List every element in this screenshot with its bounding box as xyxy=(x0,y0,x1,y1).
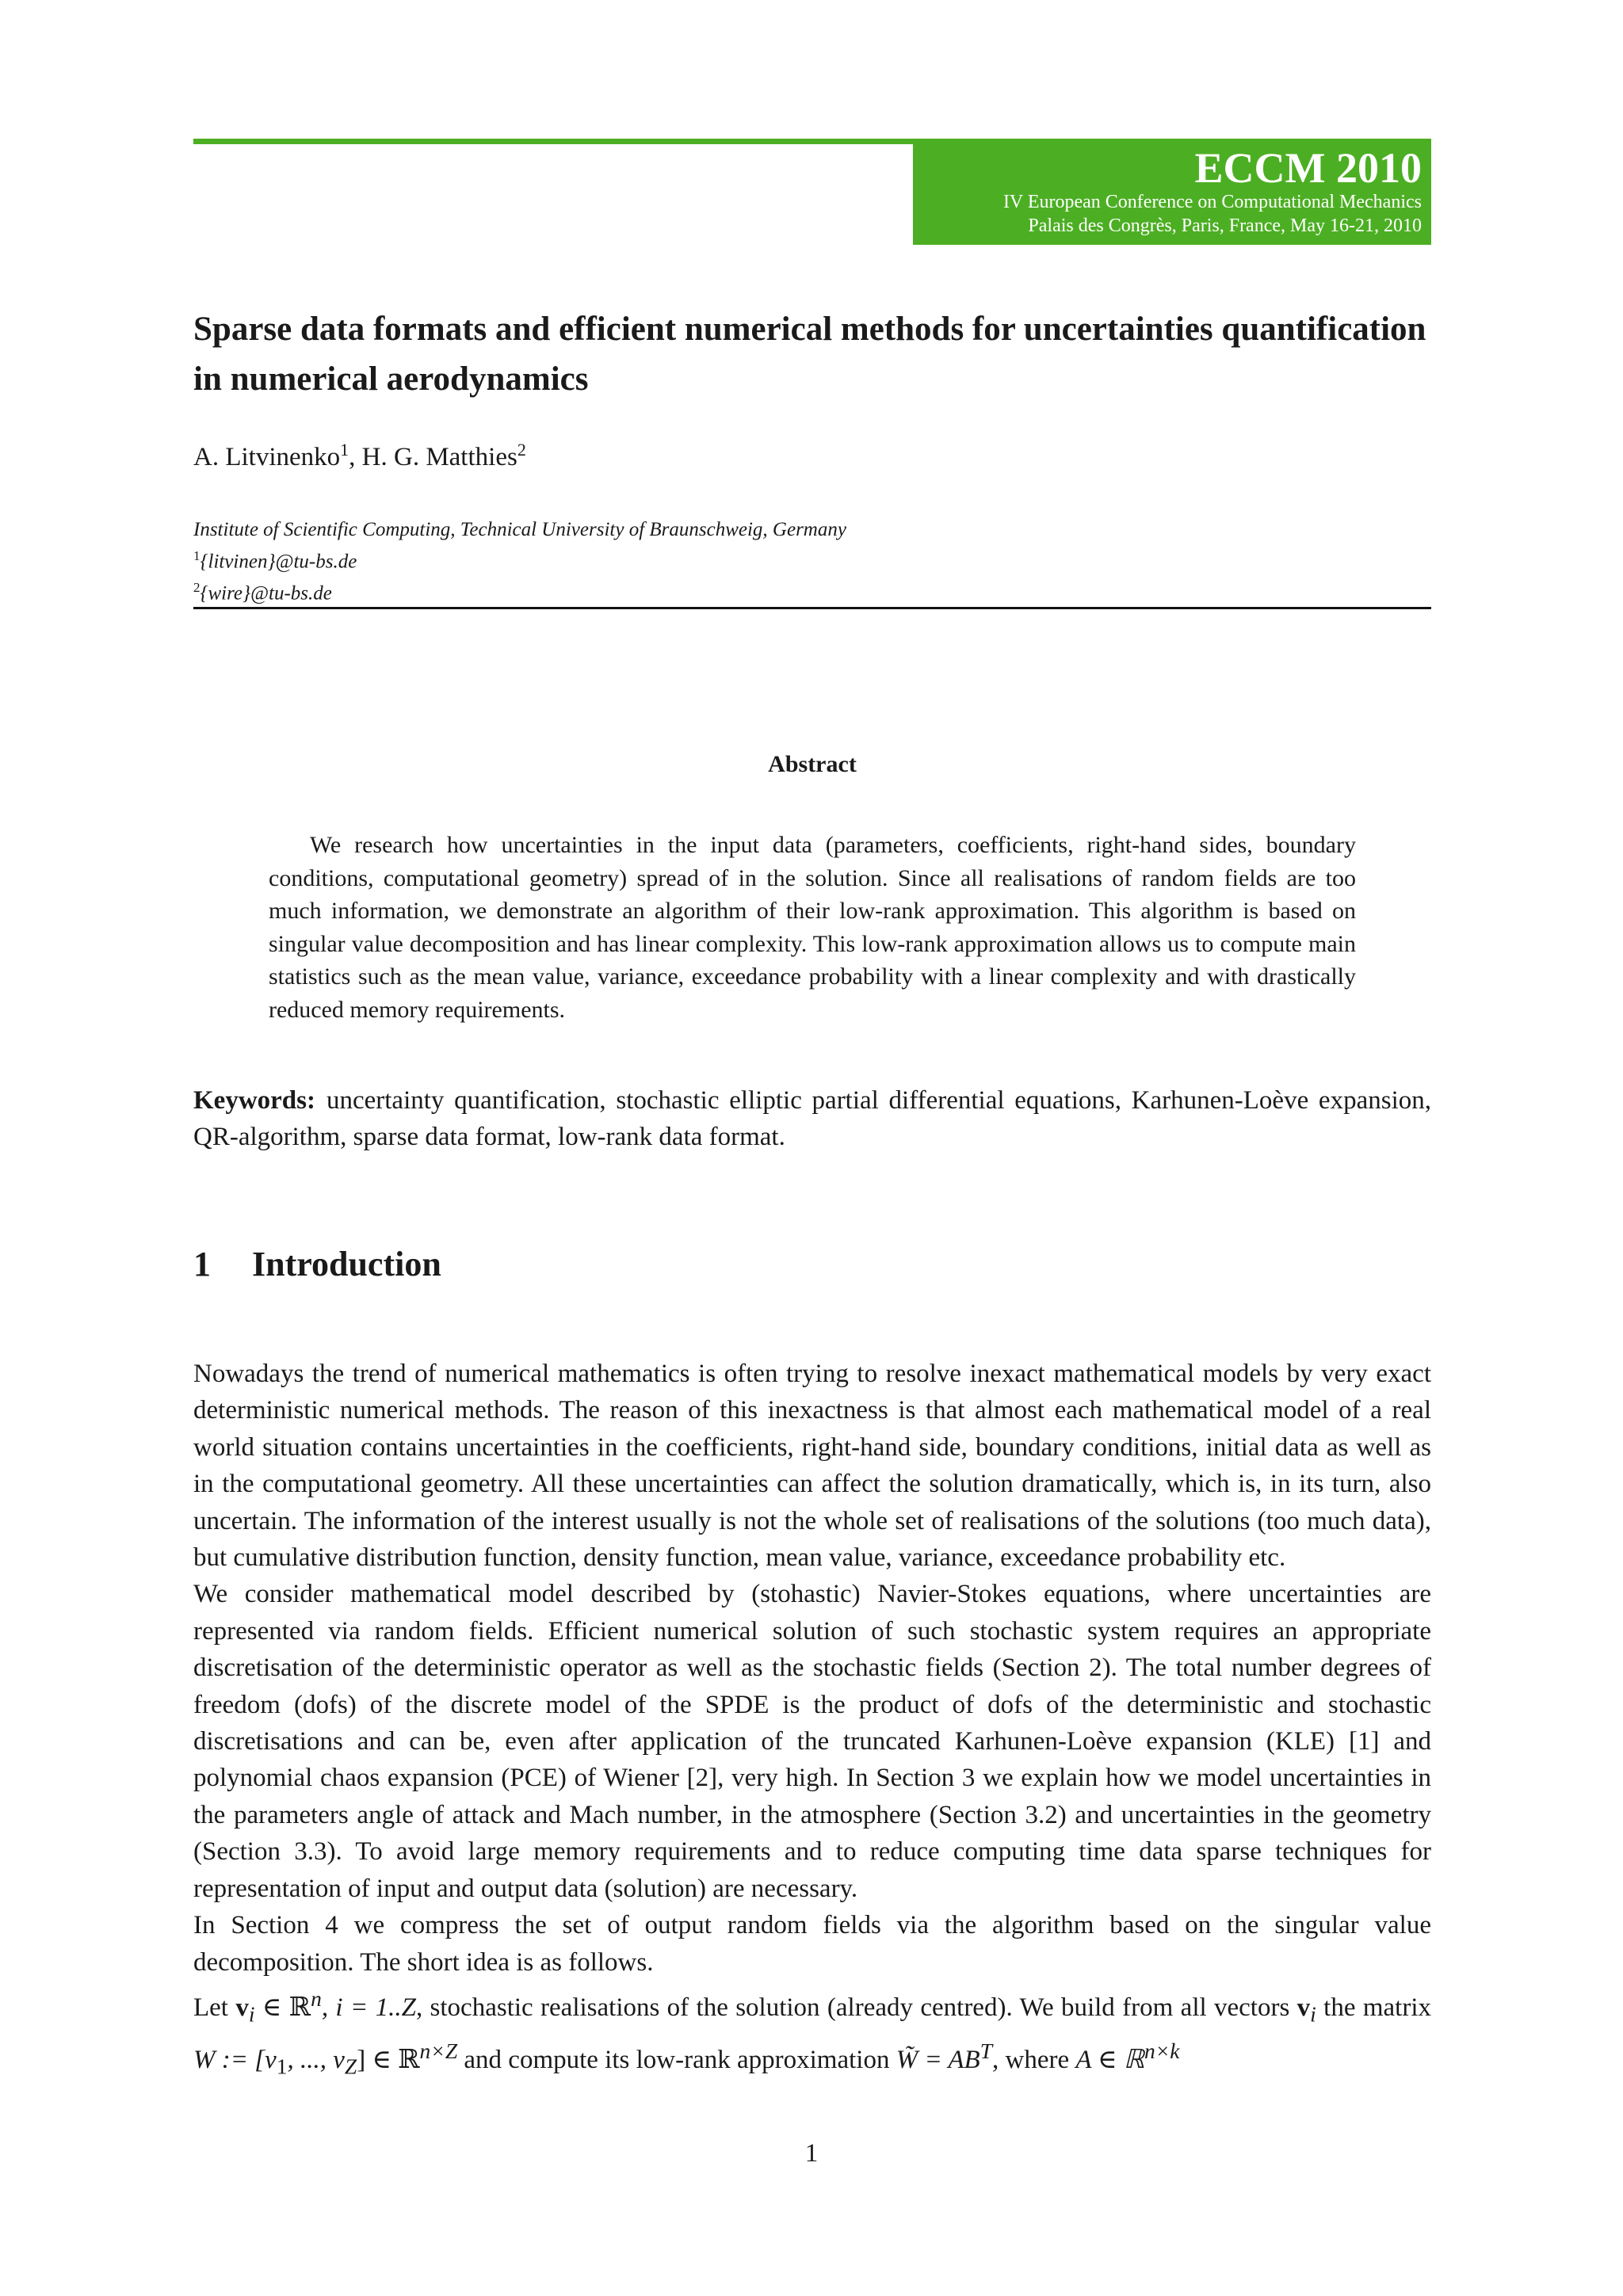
math-subscript: i xyxy=(248,2001,255,2027)
math-matrix: , ..., v xyxy=(287,2045,345,2074)
conference-banner xyxy=(913,144,1431,245)
email-1-mark: 1 xyxy=(193,548,200,563)
affiliation-block xyxy=(193,517,846,607)
keywords xyxy=(193,1082,1431,1155)
math-range: , i = 1..Z xyxy=(321,1993,416,2022)
author-1-mark: 1 xyxy=(340,440,349,460)
text-run: , where xyxy=(991,2045,1076,2074)
math-subscript: Z xyxy=(344,2054,357,2079)
math-set: A ∈ ℝ xyxy=(1075,2045,1144,2074)
math-superscript: T xyxy=(980,2038,992,2063)
paragraph-with-math xyxy=(193,1981,1431,2085)
math-approximation: W̃ = AB xyxy=(896,2045,980,2074)
abstract-text: We research how uncertainties in the input data (parameters, coefficients, right-hand sides, boundary conditions, computational geometry) spread of in the solution. Since all realisations of random fields are too much information, we demonstrate an algorithm of their low-rank approximation. This algorithm is based on singular value decomposition and has linear complexity. This low-rank approximation allows us to compute main statistics such as the mean value, variance, exceedance probability with a linear complexity and with drastically reduced memory requirements. xyxy=(269,832,1356,1023)
author-2: H. G. Matthies xyxy=(361,443,517,471)
paragraph: We consider mathematical model described by (stohastic) Navier-Stokes equations, where uncertainties are represented via random fields. Efficient numerical solution of such stochastic system requires an appropriate discretisation of the deterministic operator as well as the stochastic fields (Section 2). The total number degrees of freedom (dofs) of the discrete model of the SPDE is the product of dofs of the deterministic and stochastic discretisations and can be, even after application of the truncated Karhunen-Loève expansion (KLE) [1] and polynomial chaos expansion (PCE) of Wiener [2], very high. In Section 3 we explain how we model uncertainties in the parameters angle of attack and Mach number, in the atmosphere (Section 3.2) and uncertainties in the geometry (Section 3.3). To avoid large memory requirements and to reduce computing time data sparse techniques for representation of input and output data (solution) are necessary. xyxy=(193,1580,1431,1903)
email-1: {litvinen}@tu-bs.de xyxy=(200,551,357,573)
section-heading xyxy=(193,1244,441,1284)
keywords-label: Keywords: xyxy=(193,1086,315,1115)
institute: Institute of Scientific Computing, Technical University of Braunschweig, Germany xyxy=(193,519,846,540)
keywords-text: uncertainty quantification, stochastic elliptic partial differential equations, Karhunen-Loève expansion, QR-algorithm, sparse data format, low-rank data format. xyxy=(193,1086,1431,1151)
math-superscript: n×Z xyxy=(419,2038,458,2063)
conference-title: ECCM 2010 xyxy=(1194,144,1422,192)
introduction-body xyxy=(193,1356,1431,2085)
email-line-2 xyxy=(193,574,846,606)
math-set: ] ∈ ℝ xyxy=(357,2045,420,2074)
math-vector: v xyxy=(1296,1993,1311,2022)
math-subscript: i xyxy=(1310,2001,1316,2027)
title-divider xyxy=(193,607,1431,609)
math-superscript: n×k xyxy=(1144,2038,1180,2063)
math-vector: v xyxy=(235,1993,249,2022)
text-run: the matrix xyxy=(1316,1993,1431,2022)
math-subscript: 1 xyxy=(276,2054,288,2079)
page-number: 1 xyxy=(804,2139,819,2168)
abstract-heading: Abstract xyxy=(768,751,857,777)
text-run: and compute its low-rank approximation xyxy=(457,2045,896,2074)
math-set: ∈ ℝ xyxy=(254,1993,311,2022)
email-2: {wire}@tu-bs.de xyxy=(200,582,332,605)
author-separator: , xyxy=(349,443,362,471)
math-matrix: W := [v xyxy=(193,2045,277,2074)
paper-title: Sparse data formats and efficient numerical methods for uncertainties quantification in numerical aerodynamics xyxy=(193,311,1426,398)
text-run: , stochastic realisations of the solution (already centred). We build from all vectors xyxy=(415,1993,1297,2022)
math-superscript: n xyxy=(311,1985,322,2011)
email-2-mark: 2 xyxy=(193,580,200,596)
author-2-mark: 2 xyxy=(517,440,526,460)
author-list xyxy=(193,434,526,473)
section-number: 1 xyxy=(193,1245,211,1283)
text-run: Let xyxy=(193,1993,236,2022)
author-1: A. Litvinenko xyxy=(193,443,341,471)
paragraph: In Section 4 we compress the set of output random fields via the algorithm based on the singular value decomposition. The short idea is as follows. xyxy=(193,1911,1431,1977)
section-title: Introduction xyxy=(252,1245,441,1283)
paragraph: Nowadays the trend of numerical mathematics is often trying to resolve inexact mathematical models by very exact deterministic numerical methods. The reason of this inexactness is that almost each mathematical model of a real world situation contains uncertainties in the coefficients, right-hand side, boundary conditions, initial data as well as in the computational geometry. All these uncertainties can affect the solution dramatically, which is, in its turn, also uncertain. The information of the interest usually is not the whole set of realisations of the solutions (too much data), but cumulative distribution function, density function, mean value, variance, exceedance probability etc. xyxy=(193,1360,1431,1573)
email-line-1 xyxy=(193,543,846,574)
conference-name: IV European Conference on Computational Mechanics xyxy=(1002,192,1422,212)
conference-venue: Palais des Congrès, Paris, France, May 16-21, 2010 xyxy=(1028,215,1422,236)
header-rule xyxy=(193,139,1431,144)
